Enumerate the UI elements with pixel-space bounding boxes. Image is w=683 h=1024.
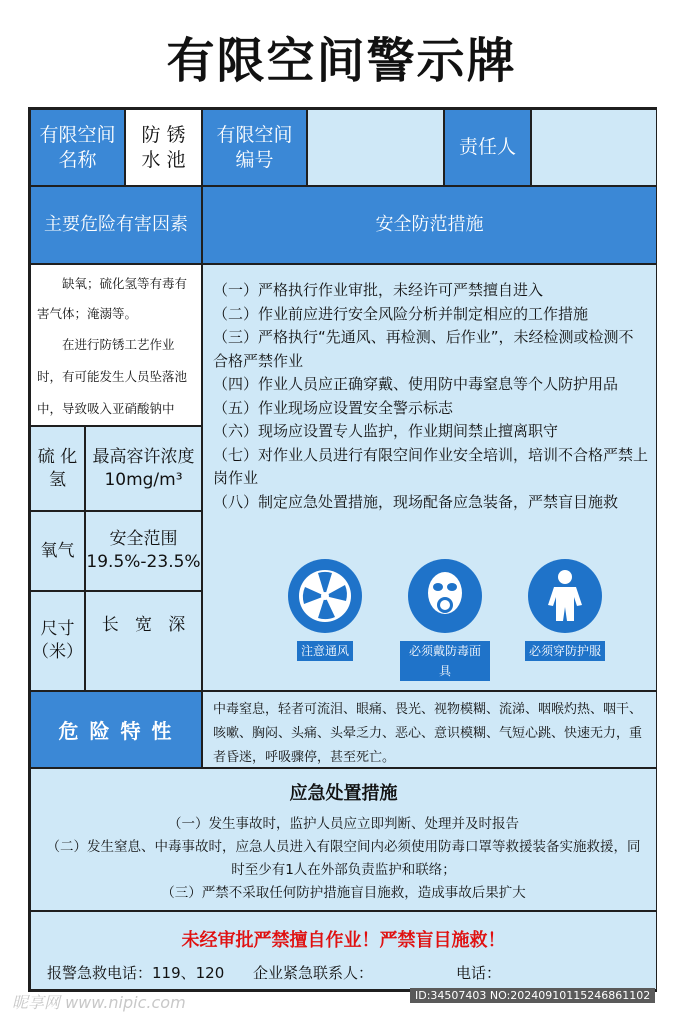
space-name-label bbox=[30, 109, 125, 186]
page-title: 有限空间警示牌 bbox=[166, 33, 517, 89]
size-dimensions: 长 宽 深 bbox=[85, 591, 202, 691]
h2s-limit bbox=[85, 426, 202, 511]
size-label-line1: 尺寸 bbox=[40, 619, 75, 639]
danger-label: 危 险 特 性 bbox=[30, 691, 202, 768]
warning-board bbox=[28, 107, 657, 992]
watermark-logo: 昵享网 www.nipic.com bbox=[12, 993, 186, 1012]
watermark-id: ID:34507403 NO:20240910115246861102 bbox=[410, 988, 655, 1003]
ventilation-icon bbox=[288, 559, 362, 633]
measure-item: （二）作业前应进行安全风险分析并制定相应的工作措施 bbox=[213, 304, 589, 323]
ventilation-sign bbox=[280, 559, 370, 661]
emergency-section bbox=[30, 768, 657, 911]
space-number-label-line2: 编号 bbox=[235, 148, 274, 171]
measure-item: （八）制定应急处置措施，现场配备应急装备，严禁盲目施救 bbox=[213, 492, 619, 511]
gas-mask-icon bbox=[408, 559, 482, 633]
h2s-limit-label: 最高容许浓度 bbox=[92, 446, 195, 467]
safety-signs bbox=[280, 559, 620, 679]
space-name-value-line1: 防 锈 bbox=[141, 123, 186, 146]
measure-item: （六）现场应设置专人监护，作业期间禁止擅离职守 bbox=[213, 422, 559, 440]
measure-item: （三）严格执行“先通风、再检测、后作业”，未经检测或检测不合格严禁作业 bbox=[213, 328, 634, 370]
size-label-line2: （米） bbox=[32, 642, 83, 662]
measure-item: （五）作业现场应设置安全警示标志 bbox=[213, 398, 454, 417]
hazards-paragraph-2: 在进行防锈工艺作业时，有可能发生人员坠落池中，导致吸入亚硝酸钠中 bbox=[37, 337, 188, 416]
h2s-label: 硫 化 氢 bbox=[30, 426, 85, 511]
ventilation-label: 注意通风 bbox=[297, 641, 353, 661]
emergency-contact: 企业紧急联系人： bbox=[253, 964, 374, 982]
contact-phone: 电话： bbox=[456, 964, 502, 982]
protective-suit-sign bbox=[520, 559, 610, 661]
size-label bbox=[30, 591, 85, 691]
measure-item: （一）严格执行作业审批，未经许可严禁擅自进入 bbox=[213, 281, 544, 299]
emergency-item: （二）发生窒息、中毒事故时，应急人员进入有限空间内必须使用防毒口罩等救援装备实施救援，同时至少有1人在外部负责监护和联络； bbox=[46, 839, 641, 878]
o2-range-label: 安全范围 bbox=[109, 529, 178, 549]
o2-range-value: 19.5%-23.5% bbox=[86, 552, 201, 572]
hazards-heading: 主要危险有害因素 bbox=[30, 186, 202, 264]
space-number-value bbox=[307, 109, 444, 186]
space-number-label bbox=[202, 109, 307, 186]
gas-mask-sign bbox=[400, 559, 490, 681]
gas-mask-label: 必须戴防毒面具 bbox=[400, 641, 490, 681]
measures-heading: 安全防范措施 bbox=[202, 186, 657, 264]
space-name-value bbox=[125, 109, 202, 186]
space-number-label-line1: 有限空间 bbox=[216, 123, 293, 146]
space-name-value-line2: 水 池 bbox=[141, 148, 186, 171]
measure-item: （四）作业人员应正确穿戴、使用防中毒窒息等个人防护用品 bbox=[213, 375, 619, 393]
owner-value bbox=[531, 109, 657, 186]
hazards-description bbox=[30, 264, 202, 426]
protective-suit-icon bbox=[528, 559, 602, 633]
h2s-limit-value: 10mg/m³ bbox=[104, 469, 183, 490]
emergency-list bbox=[31, 813, 656, 905]
o2-range bbox=[85, 511, 202, 591]
danger-description: 中毒窒息，轻者可流泪、眼痛、畏光、视物模糊、流涕、咽喉灼热、咽干、咳嗽、胸闷、头痛、头晕乏力、恶心、意识模糊、气短心跳、快速无力，重者昏迷，呼吸骤停，甚至死亡。 bbox=[202, 691, 657, 768]
emergency-item: （三）严禁不采取任何防护措施盲目施救，造成事故后果扩大 bbox=[161, 885, 526, 901]
owner-label: 责任人 bbox=[444, 109, 531, 186]
space-name-label-line1: 有限空间 bbox=[39, 123, 116, 146]
emergency-item: （一）发生事故时，监护人员应立即判断、处理并及时报告 bbox=[168, 816, 519, 832]
warning-slogan: 未经审批严禁擅自作业！严禁盲目施救！ bbox=[181, 930, 506, 951]
footer-section bbox=[30, 911, 657, 990]
space-name-label-line2: 名称 bbox=[58, 148, 97, 171]
hazards-paragraph-1: 缺氧；硫化氢等有毒有害气体；淹溺等。 bbox=[37, 276, 188, 321]
o2-label: 氧气 bbox=[30, 511, 85, 591]
emergency-title: 应急处置措施 bbox=[289, 783, 398, 804]
protective-suit-label: 必须穿防护服 bbox=[525, 641, 605, 661]
measure-item: （七）对作业人员进行有限空间作业安全培训，培训不合格严禁上岗作业 bbox=[213, 445, 649, 487]
emergency-phone: 报警急救电话：119、120 bbox=[47, 964, 225, 982]
